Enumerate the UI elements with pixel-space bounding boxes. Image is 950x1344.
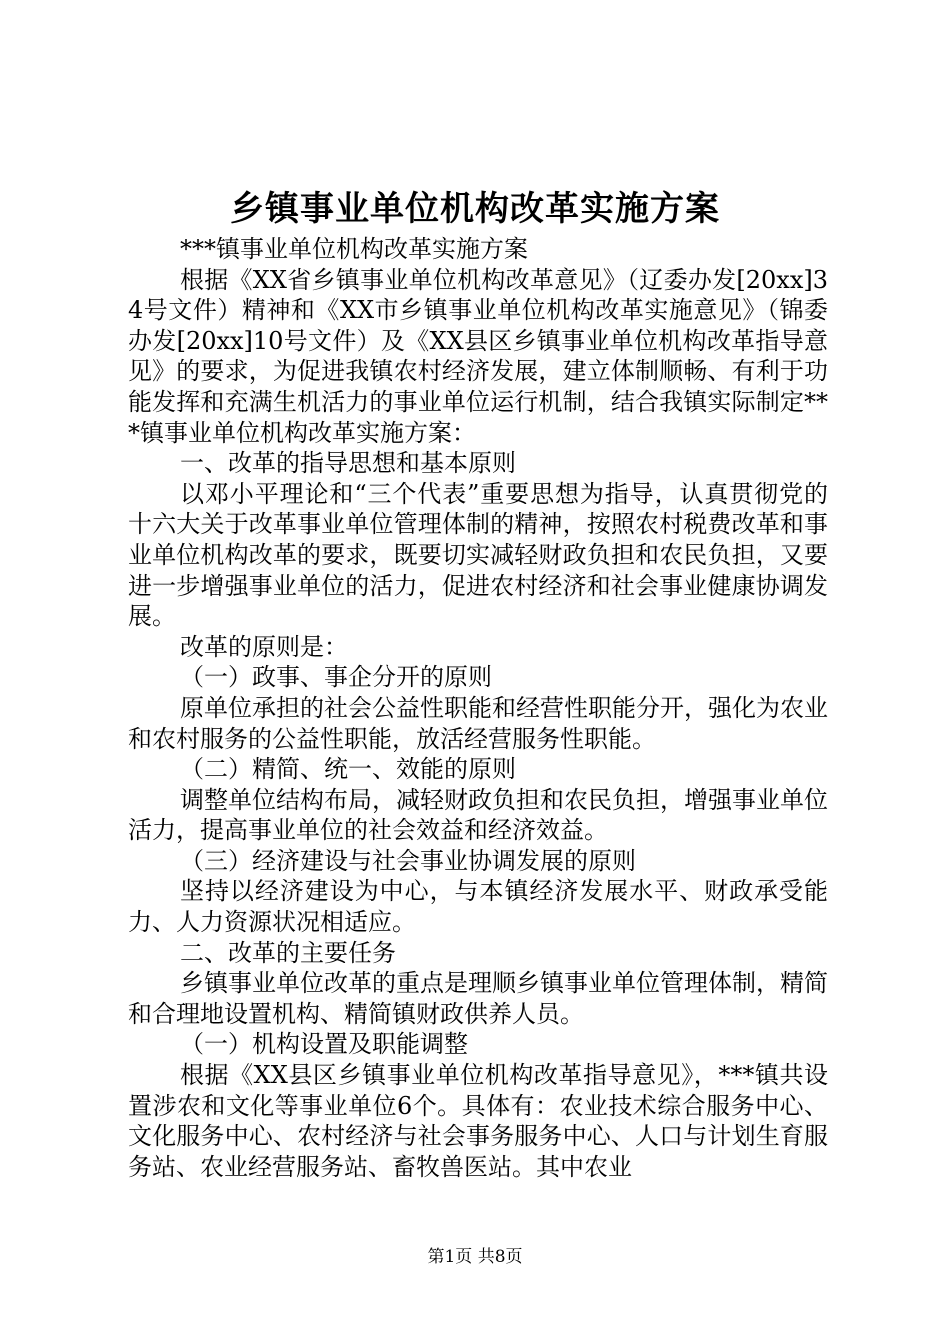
paragraph: 乡镇事业单位改革的重点是理顺乡镇事业单位管理体制，精简和合理地设置机构、精简镇财政供养人员。	[128, 969, 828, 1028]
paragraph: 根据《XX省乡镇事业单位机构改革意见》（辽委办发[20xx]34号文件）精神和《XX市乡镇事业单位机构改革实施意见》（锦委办发[20xx]10号文件）及《XX县区乡镇事业单位机构改革指导意见》的要求，为促进我镇农村经济发展，建立体制顺畅、有利于功能发挥和充满生机活力的事业单位运行机制，结合我镇实际制定***镇事业单位机构改革实施方案：	[128, 265, 828, 447]
section-heading: 一、改革的指导思想和基本原则	[180, 449, 516, 478]
paragraph: 以邓小平理论和“三个代表”重要思想为指导，认真贯彻党的十六大关于改革事业单位管理体制的精神，按照农村税费改革和事业单位机构改革的要求，既要切实减轻财政负担和农民负担，又要进一步增强事业单位的活力，促进农村经济和社会事业健康协调发展。	[128, 479, 828, 631]
subsection-heading: （二）精简、统一、效能的原则	[180, 755, 516, 784]
paragraph: 坚持以经济建设为中心，与本镇经济发展水平、财政承受能力、人力资源状况相适应。	[128, 877, 828, 937]
paragraph: 根据《XX县区乡镇事业单位机构改革指导意见》，***镇共设置涉农和文化等事业单位6个。具体有：农业技术综合服务中心、文化服务中心、农村经济与社会事务服务中心、人口与计划生育服务站、农业经营服务站、畜牧兽医站。其中农业	[128, 1061, 828, 1181]
paragraph: 调整单位结构布局，减轻财政负担和农民负担，增强事业单位活力，提高事业单位的社会效益和经济效益。	[128, 785, 828, 845]
page-number-footer: 第1页 共8页	[427, 1247, 523, 1267]
subsection-heading: （一）机构设置及职能调整	[180, 1030, 468, 1059]
document-body	[128, 234, 828, 1182]
document-title: 乡镇事业单位机构改革实施方案	[230, 189, 720, 229]
subsection-heading: （三）经济建设与社会事业协调发展的原则	[180, 846, 636, 875]
section-heading: 二、改革的主要任务	[180, 938, 396, 967]
paragraph: ***镇事业单位机构改革实施方案	[180, 235, 528, 263]
paragraph: 改革的原则是：	[180, 632, 348, 661]
paragraph: 原单位承担的社会公益性职能和经营性职能分开，强化为农业和农村服务的公益性职能，放活经营服务性职能。	[128, 693, 828, 753]
subsection-heading: （一）政事、事企分开的原则	[180, 663, 492, 692]
